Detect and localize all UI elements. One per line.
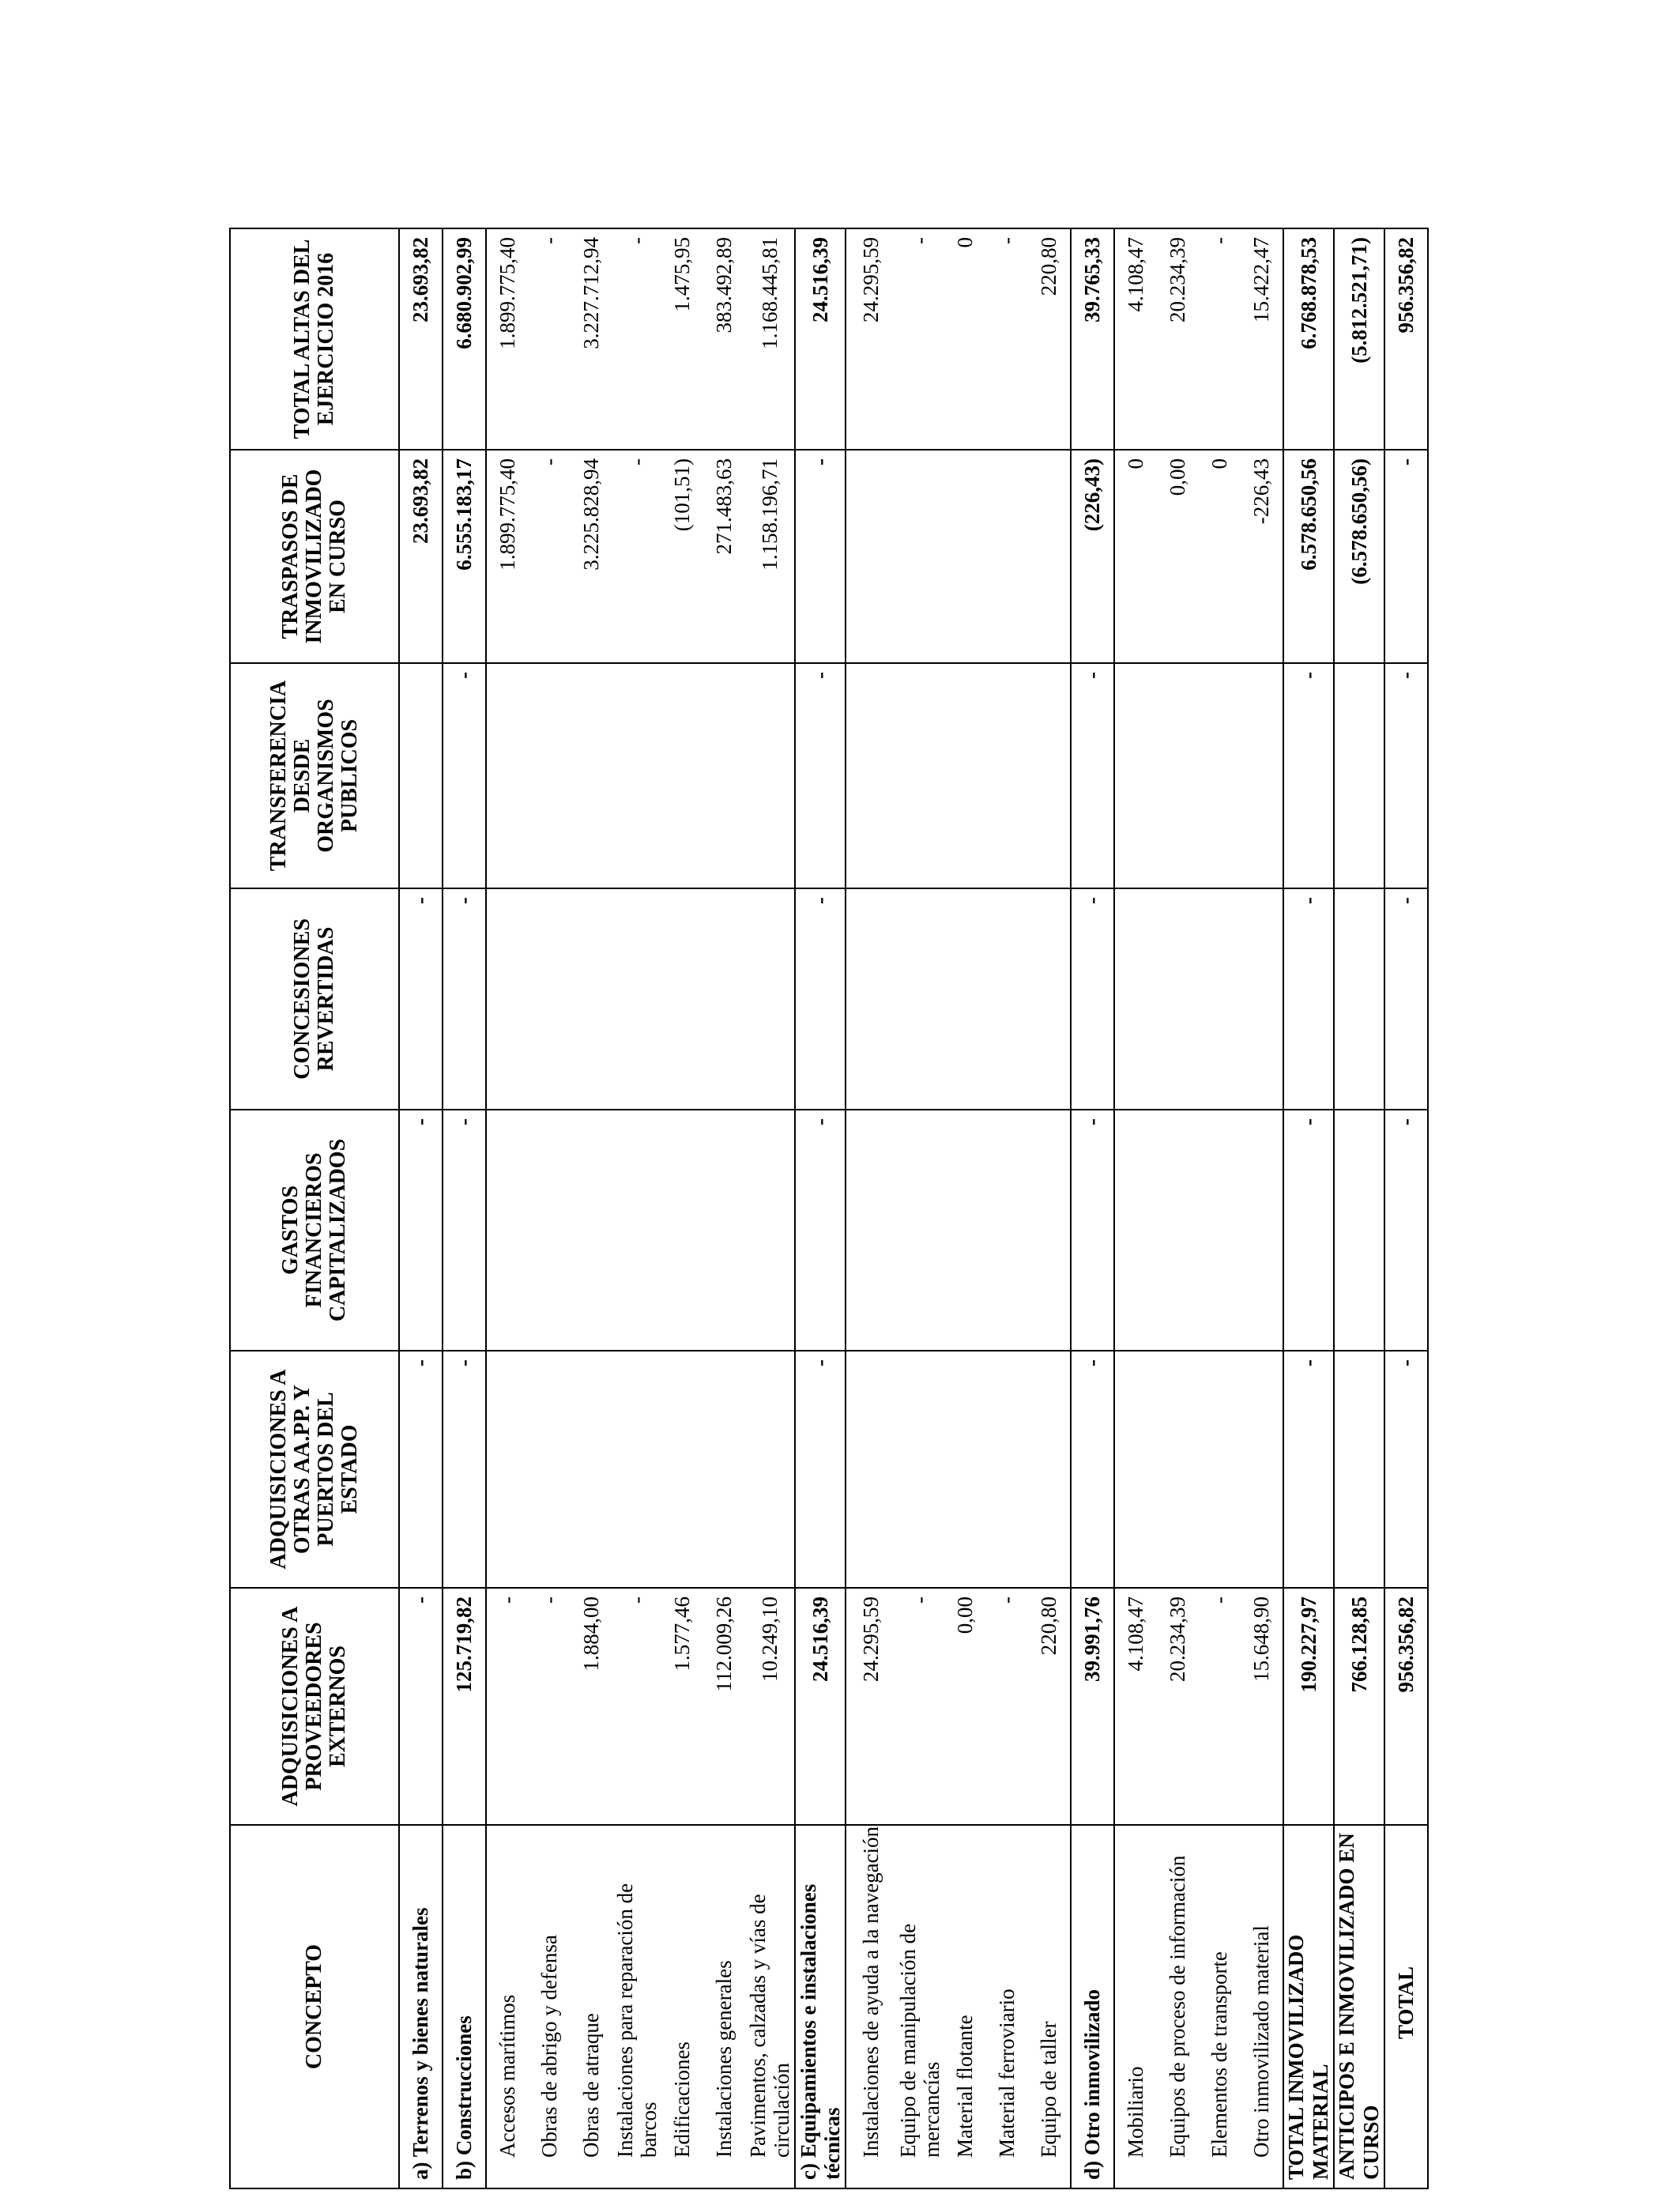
- concepto-cell: Obras de abrigo y defensa: [529, 1825, 571, 2188]
- value-cell: [895, 1351, 944, 1588]
- value-cell: -: [1071, 1110, 1114, 1351]
- value-cell: [529, 663, 571, 888]
- concepto-cell: Instalaciones de ayuda a la navegación: [846, 1825, 895, 2188]
- value-cell: -: [443, 1351, 486, 1588]
- table-row: [846, 228, 895, 2188]
- value-cell: [1334, 888, 1384, 1110]
- concepto-cell: Equipo de manipulación de mercancías: [895, 1825, 944, 2188]
- value-cell: 24.516,39: [795, 228, 846, 450]
- value-cell: -: [1384, 450, 1428, 663]
- value-cell: 1.168.445,81: [745, 228, 795, 450]
- concepto-cell: Material flotante: [944, 1825, 986, 2188]
- value-cell: (226,43): [1071, 450, 1114, 663]
- value-cell: -: [986, 228, 1028, 450]
- value-cell: -: [1283, 1351, 1334, 1588]
- value-cell: [529, 888, 571, 1110]
- value-cell: -: [529, 228, 571, 450]
- value-cell: [944, 1351, 986, 1588]
- table-row: [1384, 228, 1428, 2188]
- table-row: [703, 228, 745, 2188]
- value-cell: [846, 1110, 895, 1351]
- table-row: [529, 228, 571, 2188]
- value-cell: [571, 1351, 612, 1588]
- value-cell: -: [1384, 1110, 1428, 1351]
- concepto-cell: Material ferroviario: [986, 1825, 1028, 2188]
- rotated-page: [229, 229, 1446, 2189]
- value-cell: -: [399, 1588, 443, 1825]
- concepto-cell: Instalaciones para reparación de barcos: [612, 1825, 661, 2188]
- value-cell: [745, 1351, 795, 1588]
- value-cell: 24.295,59: [846, 1588, 895, 1825]
- value-cell: [1114, 1110, 1157, 1351]
- value-cell: [1028, 888, 1071, 1110]
- header-row: [230, 228, 399, 2188]
- header-proveedores-externos: ADQUISICIONES A PROVEEDORES EXTERNOS: [230, 1588, 399, 1825]
- value-cell: [1157, 1110, 1199, 1351]
- table-row: [1241, 228, 1283, 2188]
- value-cell: 0: [1199, 450, 1241, 663]
- value-cell: [1241, 888, 1283, 1110]
- table-row: [399, 228, 443, 2188]
- value-cell: 220,80: [1028, 228, 1071, 450]
- value-cell: 766.128,85: [1334, 1588, 1384, 1825]
- table-row: [895, 228, 944, 2188]
- header-otras-aapp: ADQUISICIONES A OTRAS AA.PP. Y PUERTOS DEL ESTADO: [230, 1351, 399, 1588]
- value-cell: -: [1199, 228, 1241, 450]
- value-cell: -: [612, 1588, 661, 1825]
- value-cell: [703, 888, 745, 1110]
- table-row: [612, 228, 661, 2188]
- table-row: [1199, 228, 1241, 2188]
- value-cell: [1028, 450, 1071, 663]
- value-cell: [1157, 888, 1199, 1110]
- value-cell: [846, 450, 895, 663]
- value-cell: [1241, 663, 1283, 888]
- value-cell: [895, 663, 944, 888]
- value-cell: 39.991,76: [1071, 1588, 1114, 1825]
- concepto-cell: a) Terrenos y bienes naturales: [399, 1825, 443, 2188]
- value-cell: [571, 663, 612, 888]
- value-cell: -: [529, 1588, 571, 1825]
- value-cell: 4.108,47: [1114, 1588, 1157, 1825]
- concepto-cell: Otro inmovilizado material: [1241, 1825, 1283, 2188]
- header-concepto: CONCEPTO: [230, 1825, 399, 2188]
- header-traspasos: TRASPASOS DE INMOVILIZADO EN CURSO: [230, 450, 399, 663]
- value-cell: [661, 1110, 703, 1351]
- table-row: [1157, 228, 1199, 2188]
- value-cell: -: [443, 1110, 486, 1351]
- altas-inmovilizado-table: [229, 228, 1429, 2189]
- value-cell: 23.693,82: [399, 228, 443, 450]
- value-cell: [612, 1110, 661, 1351]
- value-cell: [1334, 1110, 1384, 1351]
- concepto-cell: b) Construcciones: [443, 1825, 486, 2188]
- value-cell: [745, 663, 795, 888]
- value-cell: [1028, 1351, 1071, 1588]
- value-cell: [1241, 1110, 1283, 1351]
- value-cell: [1241, 1351, 1283, 1588]
- value-cell: -: [1384, 1351, 1428, 1588]
- concepto-cell: Accesos marítimos: [486, 1825, 529, 2188]
- header-transferencia: TRANSFERENCIA DESDE ORGANISMOS PUBLICOS: [230, 663, 399, 888]
- value-cell: [571, 888, 612, 1110]
- value-cell: 20.234,39: [1157, 228, 1199, 450]
- value-cell: [1114, 1351, 1157, 1588]
- value-cell: -: [443, 888, 486, 1110]
- value-cell: [1199, 1110, 1241, 1351]
- value-cell: [486, 663, 529, 888]
- value-cell: [986, 450, 1028, 663]
- value-cell: 956.356,82: [1384, 228, 1428, 450]
- value-cell: 956.356,82: [1384, 1588, 1428, 1825]
- value-cell: [612, 888, 661, 1110]
- value-cell: 24.295,59: [846, 228, 895, 450]
- value-cell: [612, 1351, 661, 1588]
- table-row: [1283, 228, 1334, 2188]
- value-cell: [571, 1110, 612, 1351]
- value-cell: 4.108,47: [1114, 228, 1157, 450]
- concepto-cell: Equipo de taller: [1028, 1825, 1071, 2188]
- value-cell: [486, 1351, 529, 1588]
- value-cell: -: [486, 1588, 529, 1825]
- value-cell: 0: [944, 228, 986, 450]
- value-cell: [486, 1110, 529, 1351]
- table-row: [1114, 228, 1157, 2188]
- value-cell: [1334, 1351, 1384, 1588]
- table-row: [986, 228, 1028, 2188]
- value-cell: [529, 1110, 571, 1351]
- value-cell: -: [895, 1588, 944, 1825]
- concepto-cell: Mobiliario: [1114, 1825, 1157, 2188]
- value-cell: -: [1384, 663, 1428, 888]
- value-cell: [986, 1351, 1028, 1588]
- value-cell: [986, 888, 1028, 1110]
- value-cell: 20.234,39: [1157, 1588, 1199, 1825]
- value-cell: -: [795, 450, 846, 663]
- value-cell: 1.899.775,40: [486, 450, 529, 663]
- value-cell: [895, 1110, 944, 1351]
- concepto-cell: Obras de atraque: [571, 1825, 612, 2188]
- value-cell: 3.227.712,94: [571, 228, 612, 450]
- value-cell: [846, 663, 895, 888]
- value-cell: -: [443, 663, 486, 888]
- header-total-altas: TOTAL ALTAS DEL EJERCICIO 2016: [230, 228, 399, 450]
- value-cell: -: [1071, 1351, 1114, 1588]
- value-cell: [1199, 888, 1241, 1110]
- value-cell: [745, 888, 795, 1110]
- value-cell: -: [1199, 1588, 1241, 1825]
- concepto-cell: Pavimentos, calzadas y vías de circulación: [745, 1825, 795, 2188]
- table-row: [661, 228, 703, 2188]
- concepto-cell: Instalaciones generales: [703, 1825, 745, 2188]
- value-cell: [745, 1110, 795, 1351]
- value-cell: 190.227,97: [1283, 1588, 1334, 1825]
- value-cell: -: [399, 1351, 443, 1588]
- concepto-cell: ANTICIPOS E INMOVILIZADO EN CURSO: [1334, 1825, 1384, 2188]
- value-cell: [1028, 1110, 1071, 1351]
- value-cell: (5.812.521,71): [1334, 228, 1384, 450]
- value-cell: -: [795, 1351, 846, 1588]
- value-cell: [986, 1110, 1028, 1351]
- value-cell: [944, 663, 986, 888]
- value-cell: -: [1384, 888, 1428, 1110]
- value-cell: [846, 888, 895, 1110]
- value-cell: [1114, 663, 1157, 888]
- value-cell: [1334, 663, 1384, 888]
- value-cell: 1.577,46: [661, 1588, 703, 1825]
- value-cell: 6.578.650,56: [1283, 450, 1334, 663]
- value-cell: -: [1283, 663, 1334, 888]
- value-cell: 15.648,90: [1241, 1588, 1283, 1825]
- value-cell: 271.483,63: [703, 450, 745, 663]
- concepto-cell: d) Otro inmovilizado: [1071, 1825, 1114, 2188]
- value-cell: -: [399, 888, 443, 1110]
- value-cell: -: [1283, 888, 1334, 1110]
- value-cell: -: [986, 1588, 1028, 1825]
- value-cell: 1.884,00: [571, 1588, 612, 1825]
- table-row: [1334, 228, 1384, 2188]
- value-cell: -: [895, 228, 944, 450]
- value-cell: 125.719,82: [443, 1588, 486, 1825]
- value-cell: -: [1071, 888, 1114, 1110]
- value-cell: 10.249,10: [745, 1588, 795, 1825]
- value-cell: [703, 1110, 745, 1351]
- value-cell: [661, 1351, 703, 1588]
- value-cell: [944, 450, 986, 663]
- value-cell: -: [612, 450, 661, 663]
- value-cell: [1199, 1351, 1241, 1588]
- value-cell: [486, 888, 529, 1110]
- value-cell: [529, 1351, 571, 1588]
- value-cell: 24.516,39: [795, 1588, 846, 1825]
- table-row: [1071, 228, 1114, 2188]
- table-row: [745, 228, 795, 2188]
- value-cell: 0: [1114, 450, 1157, 663]
- value-cell: 1.899.775,40: [486, 228, 529, 450]
- header-gastos-financieros: GASTOS FINANCIEROS CAPITALIZADOS: [230, 1110, 399, 1351]
- concepto-cell: Equipos de proceso de información: [1157, 1825, 1199, 2188]
- value-cell: [895, 888, 944, 1110]
- value-cell: [1028, 663, 1071, 888]
- value-cell: 112.009,26: [703, 1588, 745, 1825]
- value-cell: -: [795, 663, 846, 888]
- value-cell: 383.492,89: [703, 228, 745, 450]
- table-row: [944, 228, 986, 2188]
- value-cell: [846, 1351, 895, 1588]
- value-cell: -: [1283, 1110, 1334, 1351]
- value-cell: [1114, 888, 1157, 1110]
- value-cell: [895, 450, 944, 663]
- value-cell: -: [795, 888, 846, 1110]
- value-cell: [986, 663, 1028, 888]
- table-row: [443, 228, 486, 2188]
- value-cell: 6.680.902,99: [443, 228, 486, 450]
- value-cell: (101,51): [661, 450, 703, 663]
- value-cell: -: [1071, 663, 1114, 888]
- value-cell: [661, 663, 703, 888]
- value-cell: -: [795, 1110, 846, 1351]
- value-cell: [944, 1110, 986, 1351]
- value-cell: 220,80: [1028, 1588, 1071, 1825]
- value-cell: [661, 888, 703, 1110]
- value-cell: 1.158.196,71: [745, 450, 795, 663]
- value-cell: 23.693,82: [399, 450, 443, 663]
- value-cell: [399, 663, 443, 888]
- value-cell: -: [529, 450, 571, 663]
- header-concesiones: CONCESIONES REVERTIDAS: [230, 888, 399, 1110]
- value-cell: [612, 663, 661, 888]
- table-row: [486, 228, 529, 2188]
- value-cell: [703, 663, 745, 888]
- value-cell: (6.578.650,56): [1334, 450, 1384, 663]
- concepto-cell: Elementos de transporte: [1199, 1825, 1241, 2188]
- value-cell: -226,43: [1241, 450, 1283, 663]
- concepto-cell: TOTAL INMOVILIZADO MATERIAL: [1283, 1825, 1334, 2188]
- value-cell: -: [612, 228, 661, 450]
- value-cell: 15.422,47: [1241, 228, 1283, 450]
- table-body: [399, 228, 1428, 2188]
- value-cell: [1199, 663, 1241, 888]
- concepto-cell: Edificaciones: [661, 1825, 703, 2188]
- value-cell: 39.765,33: [1071, 228, 1114, 450]
- value-cell: 0,00: [944, 1588, 986, 1825]
- value-cell: [1157, 1351, 1199, 1588]
- value-cell: [944, 888, 986, 1110]
- value-cell: [703, 1351, 745, 1588]
- value-cell: 0,00: [1157, 450, 1199, 663]
- value-cell: 6.555.183,17: [443, 450, 486, 663]
- table-row: [1028, 228, 1071, 2188]
- table-row: [571, 228, 612, 2188]
- concepto-cell: c) Equipamientos e instalaciones técnicas: [795, 1825, 846, 2188]
- concepto-cell: TOTAL: [1384, 1825, 1428, 2188]
- value-cell: [1157, 663, 1199, 888]
- table-row: [795, 228, 846, 2188]
- value-cell: 1.475,95: [661, 228, 703, 450]
- value-cell: 6.768.878,53: [1283, 228, 1334, 450]
- value-cell: -: [399, 1110, 443, 1351]
- value-cell: 3.225.828,94: [571, 450, 612, 663]
